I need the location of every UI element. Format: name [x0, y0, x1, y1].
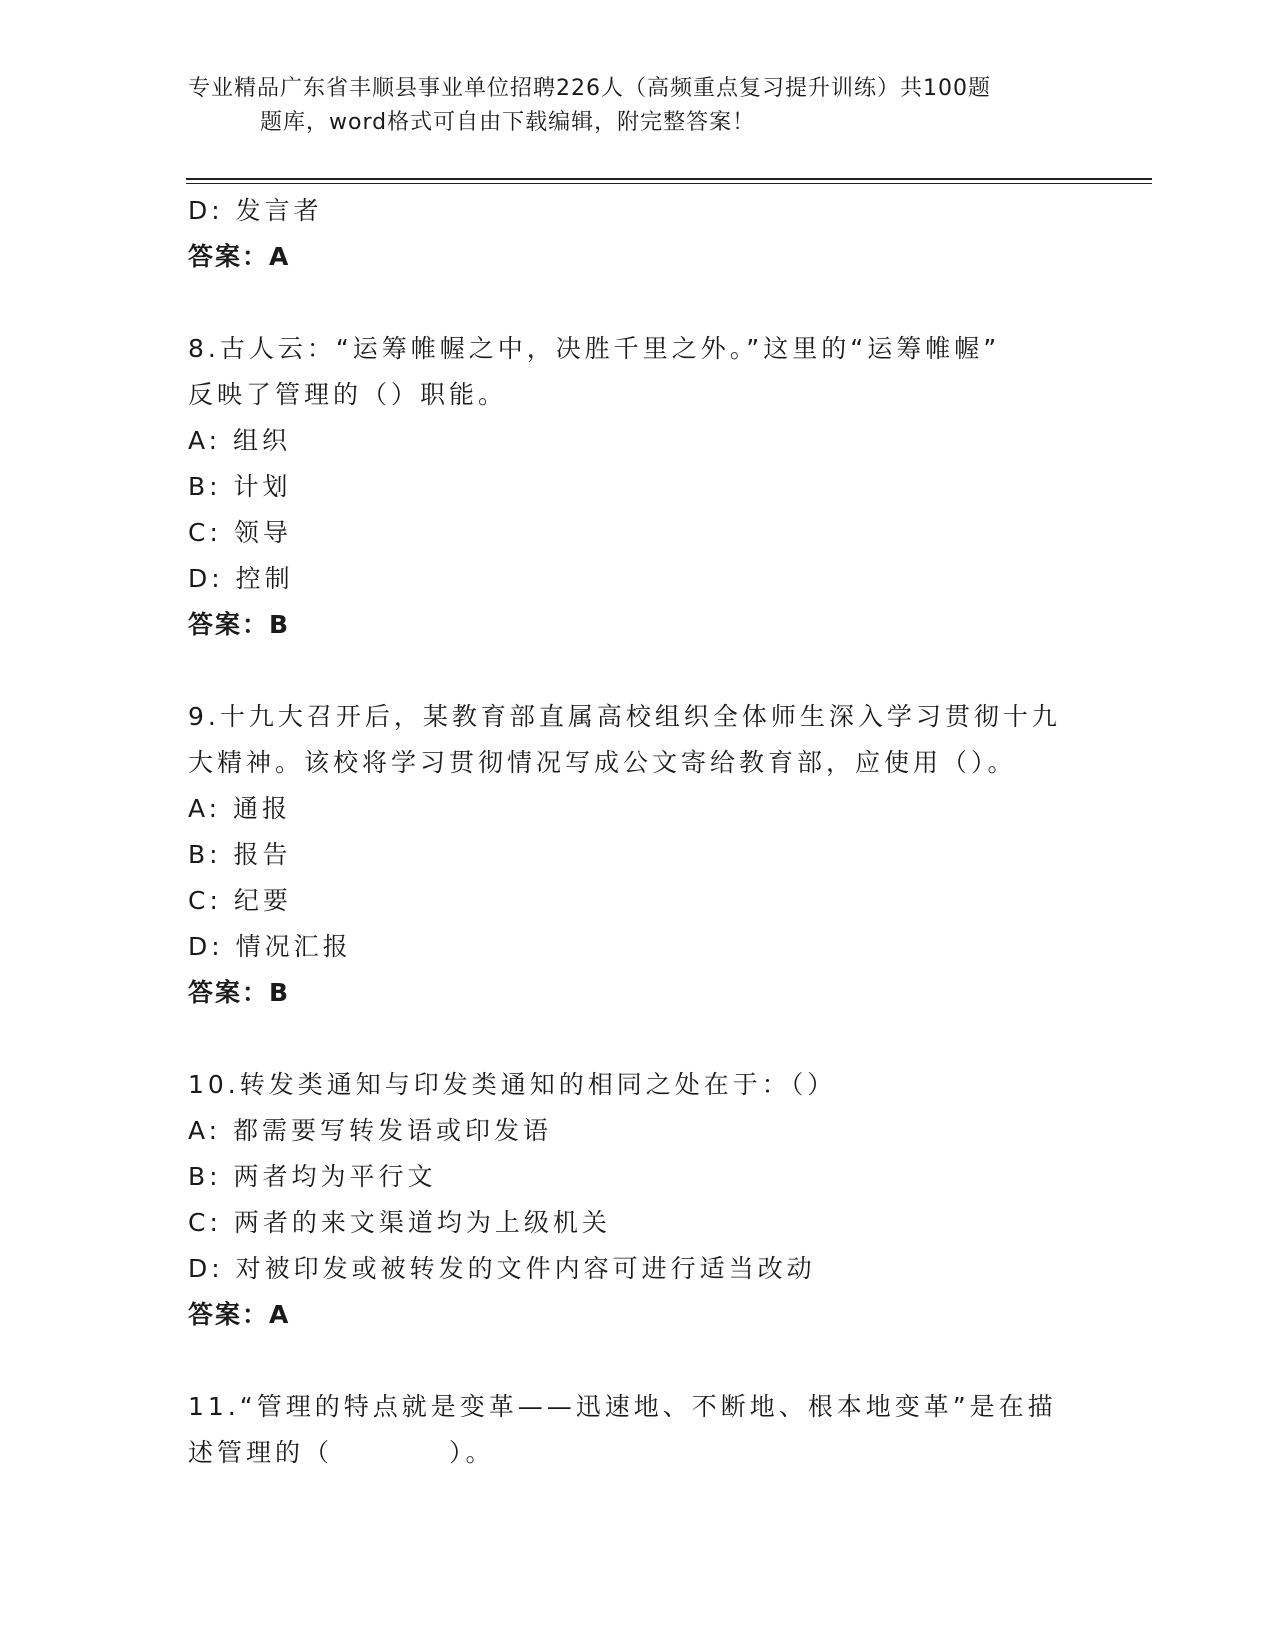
q8-answer: 答案：B: [188, 610, 291, 639]
spacer: [188, 648, 1088, 694]
q7-answer: 答案：A: [188, 242, 291, 271]
page-header: [188, 72, 1088, 140]
q9-text-line2: 大精神。该校将学习贯彻情况写成公文寄给教育部，应使用（）。: [188, 748, 1017, 777]
q7-option-d: D: 发言者: [188, 196, 323, 225]
q9-text-line1: 9.十九大召开后，某教育部直属高校组织全体师生深入学习贯彻十九: [188, 702, 1061, 731]
q10-option-a: A: 都需要写转发语或印发语: [188, 1116, 553, 1145]
q10-option-d: D: 对被印发或被转发的文件内容可进行适当改动: [188, 1254, 816, 1283]
q9-option-d: D: 情况汇报: [188, 932, 352, 961]
q11-text-line1: 11.“管理的特点就是变革——迅速地、不断地、根本地变革”是在描: [188, 1392, 1057, 1421]
q8-option-c: C: 领导: [188, 518, 292, 547]
q8-option-b: B: 计划: [188, 472, 292, 501]
q10-text-line1: 10.转发类通知与印发类通知的相同之处在于：（）: [188, 1070, 837, 1099]
q9-option-a: A: 通报: [188, 794, 292, 823]
q8-text-line2: 反映了管理的（）职能。: [188, 380, 508, 409]
header-divider-thin: [186, 183, 1152, 184]
spacer: [188, 280, 1088, 326]
q9-option-b: B: 报告: [188, 840, 292, 869]
q8-option-d: D: 控制: [188, 564, 294, 593]
q10-option-b: B: 两者均为平行文: [188, 1162, 437, 1191]
header-divider-thick: [186, 178, 1152, 180]
document-body: [188, 188, 1088, 1476]
q8-option-a: A: 组织: [188, 426, 292, 455]
q11-text-line2: 述管理的（ ）。: [188, 1438, 495, 1467]
header-title-line1: 专业精品广东省丰顺县事业单位招聘226人（高频重点复习提升训练）共100题: [188, 76, 991, 101]
q10-option-c: C: 两者的来文渠道均为上级机关: [188, 1208, 611, 1237]
header-title-line2: 题库，word格式可自由下载编辑，附完整答案！: [260, 110, 756, 135]
spacer: [188, 1338, 1088, 1384]
q9-option-c: C: 纪要: [188, 886, 292, 915]
q10-answer: 答案：A: [188, 1300, 291, 1329]
q8-text-line1: 8.古人云：“运筹帷幄之中，决胜千里之外。”这里的“运筹帷幄”: [188, 334, 1001, 363]
q9-answer: 答案：B: [188, 978, 291, 1007]
spacer: [188, 1016, 1088, 1062]
